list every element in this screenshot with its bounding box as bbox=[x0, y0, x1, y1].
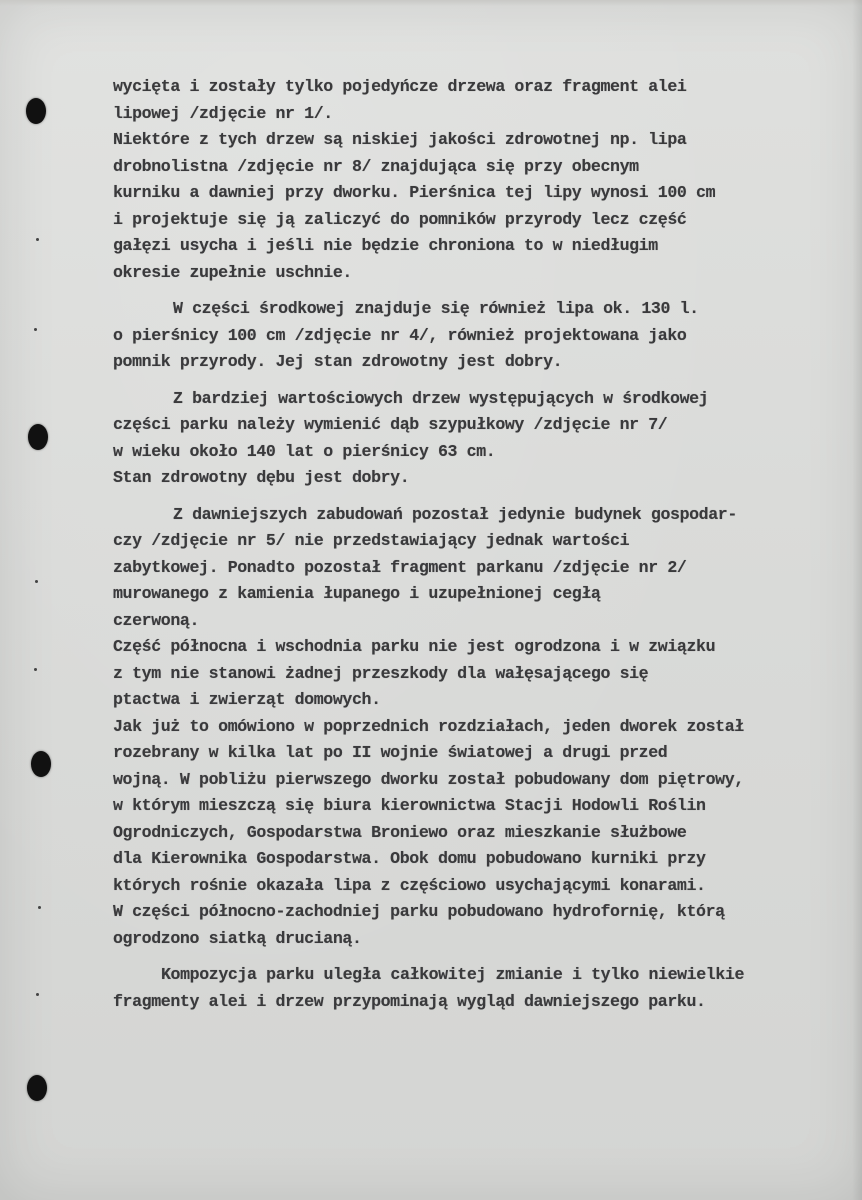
paragraph-gap bbox=[113, 952, 813, 962]
text-line: rozebrany w kilka lat po II wojnie światowej a drugi przed bbox=[113, 743, 668, 762]
text-line: wojną. W pobliżu pierwszego dworku został pobudowany dom piętrowy, bbox=[113, 769, 744, 789]
text-line: z tym nie stanowi żadnej przeszkody dla wałęsającego się bbox=[113, 663, 649, 683]
text-line: wycięta i zostały tylko pojedyńcze drzewa oraz fragment alei bbox=[113, 77, 687, 96]
text-line: Ogrodniczych, Gospodarstwa Broniewo oraz mieszkanie służbowe bbox=[113, 822, 687, 842]
text-line: w wieku około 140 lat o pierśnicy 63 cm. bbox=[113, 441, 496, 461]
paper-speck bbox=[34, 328, 37, 331]
text-line: ogrodzono siatką drucianą. bbox=[113, 928, 362, 948]
punch-hole-1 bbox=[26, 98, 46, 124]
text-line: fragmenty alei i drzew przypominają wygląd dawniejszego parku. bbox=[113, 991, 706, 1011]
paper-speck bbox=[34, 668, 37, 671]
page-right-edge bbox=[852, 0, 862, 1200]
text-line: i projektuje się ją zaliczyć do pomników przyrody lecz część bbox=[113, 209, 687, 229]
paper-speck bbox=[36, 238, 39, 241]
text-line: Część północna i wschodnia parku nie jest ogrodzona i w związku bbox=[113, 637, 716, 656]
punch-hole-3 bbox=[31, 751, 51, 777]
text-line: w którym mieszczą się biura kierownictwa Stacji Hodowli Roślin bbox=[113, 796, 706, 815]
text-line: o pierśnicy 100 cm /zdjęcie nr 4/, również projektowana jako bbox=[113, 325, 687, 345]
text-line: których rośnie okazała lipa z częściowo usychającymi konarami. bbox=[113, 875, 706, 895]
text-line: murowanego z kamienia łupanego i uzupełnionej cegłą bbox=[113, 584, 601, 603]
text-line: czerwoną. bbox=[113, 610, 200, 630]
paper-speck bbox=[35, 580, 38, 583]
typewritten-text bbox=[113, 74, 813, 1015]
punch-hole-4 bbox=[27, 1075, 47, 1101]
paper-speck bbox=[36, 993, 39, 996]
text-line: Niektóre z tych drzew są niskiej jakości zdrowotnej np. lipa bbox=[113, 130, 687, 149]
text-line: gałęzi usycha i jeśli nie będzie chroniona to w niedługim bbox=[113, 236, 658, 255]
text-line: kurniku a dawniej przy dworku. Pierśnica tej lipy wynosi 100 cm bbox=[113, 183, 716, 202]
text-line: zabytkowej. Ponadto pozostał fragment parkanu /zdjęcie nr 2/ bbox=[113, 557, 687, 577]
paper-speck bbox=[38, 906, 41, 909]
text-line: Jak już to omówiono w poprzednich rozdziałach, jeden dworek został bbox=[113, 716, 744, 736]
text-line: W części środkowej znajduje się również lipa ok. 130 l. bbox=[173, 299, 699, 318]
text-line: Z bardziej wartościowych drzew występujących w środkowej bbox=[173, 388, 709, 408]
text-line: części parku należy wymienić dąb szypułkowy /zdjęcie nr 7/ bbox=[113, 415, 668, 434]
text-line: Stan zdrowotny dębu jest dobry. bbox=[113, 468, 410, 487]
text-line: czy /zdjęcie nr 5/ nie przedstawiający jednak wartości bbox=[113, 531, 630, 550]
text-line: drobnolistna /zdjęcie nr 8/ znajdująca się przy obecnym bbox=[113, 156, 639, 176]
text-line: dla Kierownika Gospodarstwa. Obok domu pobudowano kurniki przy bbox=[113, 849, 706, 868]
text-line: Z dawniejszych zabudowań pozostał jedynie budynek gospodar- bbox=[173, 504, 737, 524]
text-line: lipowej /zdjęcie nr 1/. bbox=[113, 103, 333, 123]
text-line: W części północno-zachodniej parku pobudowano hydrofornię, którą bbox=[113, 902, 725, 921]
text-line: pomnik przyrody. Jej stan zdrowotny jest dobry. bbox=[113, 352, 563, 371]
text-line: okresie zupełnie uschnie. bbox=[113, 262, 352, 282]
page-top-edge bbox=[0, 0, 862, 6]
paragraph-gap bbox=[113, 376, 813, 386]
punch-hole-2 bbox=[28, 424, 48, 450]
text-line: Kompozycja parku uległa całkowitej zmianie i tylko niewielkie bbox=[161, 965, 745, 984]
paragraph-gap bbox=[113, 492, 813, 502]
paragraph-gap bbox=[113, 286, 813, 296]
text-line: ptactwa i zwierząt domowych. bbox=[113, 690, 381, 709]
